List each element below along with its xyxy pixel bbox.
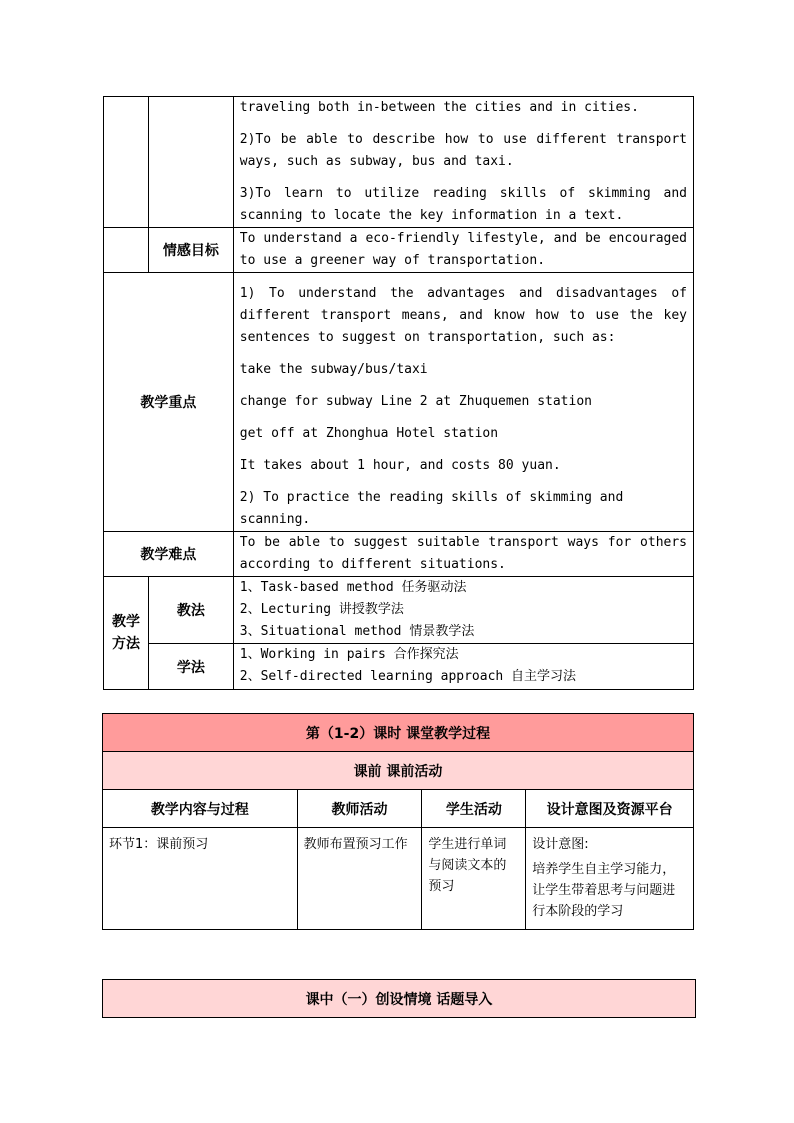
key-point-item-2: 2) To practice the reading skills of skimming and scanning. [239, 490, 624, 527]
key-points-label: 教学重点 [104, 273, 234, 532]
key-point-example: get off at Zhonghua Hotel station [239, 426, 499, 441]
skill-goals-cell [233, 97, 693, 228]
key-point-example: take the subway/bus/taxi [239, 362, 428, 377]
teaching-method-item: 1、Task-based method 任务驱动法 [239, 580, 467, 595]
skill-goal-label-cell [148, 97, 233, 228]
design-intent-cell [526, 828, 694, 930]
column-header: 设计意图及资源平台 [526, 790, 694, 828]
process-content-cell: 环节1：课前预习 [103, 828, 298, 930]
key-points-cell [233, 273, 693, 532]
column-header: 教师活动 [297, 790, 422, 828]
key-point-example: It takes about 1 hour, and costs 80 yuan. [239, 458, 561, 473]
objectives-table [103, 96, 694, 690]
section-header-table [102, 979, 696, 1018]
student-activity-cell: 学生进行单词与阅读文本的预习 [422, 828, 526, 930]
difficulties-text: To be able to suggest suitable transport ways for others according to different situations. [233, 532, 693, 577]
design-intent-text: 培养学生自主学习能力，让学生带着思考与问题进行本阶段的学习 [532, 862, 676, 919]
learning-methods-cell [233, 644, 693, 690]
key-point-item-1: 1) To understand the advantages and disadvantages of different transport means, and know how to use the key sentences to suggest on transportation, such as: [239, 286, 687, 345]
teaching-method-item: 2、Lecturing 讲授教学法 [239, 602, 404, 617]
emotional-goal-label: 情感目标 [148, 228, 233, 273]
skill-goal-item-2: 2)To be able to describe how to use different transport ways, such as subway, bus and taxi. [239, 132, 687, 169]
emotional-goal-text: To understand a eco-friendly lifestyle, and be encouraged to use a greener way of transportation. [233, 228, 693, 273]
skill-goal-line: traveling both in-between the cities and in cities. [239, 100, 639, 115]
skill-goal-outer-cell [104, 97, 149, 228]
skill-goal-item-3: 3)To learn to utilize reading skills of skimming and scanning to locate the key information in a text. [239, 186, 687, 223]
teaching-method-item: 3、Situational method 情景教学法 [239, 624, 475, 639]
methods-label [104, 577, 149, 690]
process-table [102, 713, 694, 930]
key-point-example: change for subway Line 2 at Zhuquemen station [239, 394, 592, 409]
emotional-outer-cell [104, 228, 149, 273]
teaching-methods-cell [233, 577, 693, 644]
process-title: 第（1-2）课时 课堂教学过程 [103, 714, 694, 752]
column-header: 学生活动 [422, 790, 526, 828]
learning-method-item: 1、Working in pairs 合作探究法 [239, 647, 459, 662]
column-header: 教学内容与过程 [103, 790, 298, 828]
teaching-method-label: 教法 [148, 577, 233, 644]
design-intent-label: 设计意图: [532, 837, 589, 852]
difficulties-label: 教学难点 [104, 532, 234, 577]
teacher-activity-cell: 教师布置预习工作 [297, 828, 422, 930]
methods-label-text: 教学方法 [111, 614, 140, 652]
learning-method-item: 2、Self-directed learning approach 自主学习法 [239, 669, 577, 684]
learning-method-label: 学法 [148, 644, 233, 690]
process-subtitle: 课前 课前活动 [103, 752, 694, 790]
section-title: 课中（一）创设情境 话题导入 [103, 980, 696, 1018]
